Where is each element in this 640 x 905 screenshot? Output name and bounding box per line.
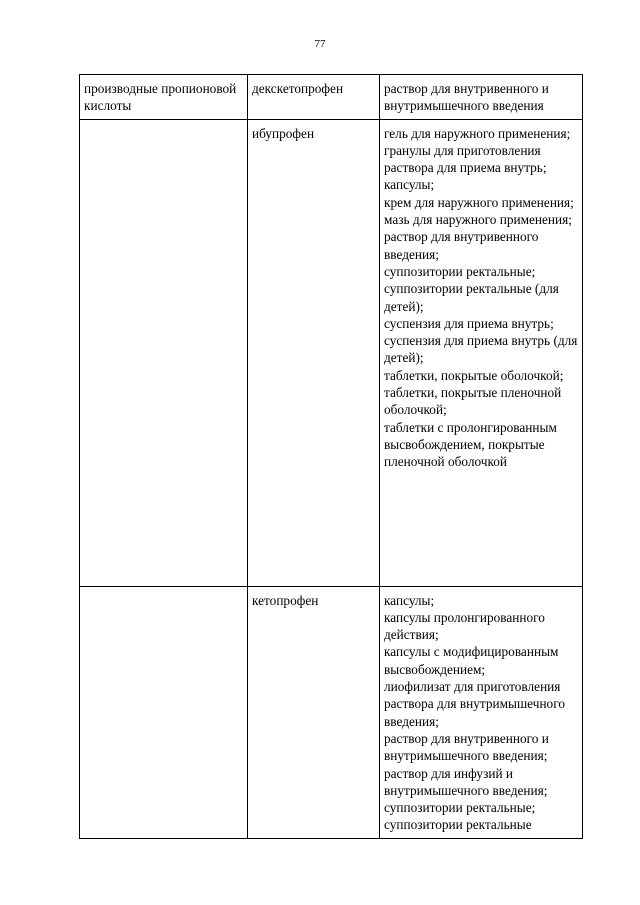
- dosage-form: таблетки, покрытые пленочной оболочкой;: [384, 385, 562, 418]
- drug-name-cell: кетопрофен: [248, 586, 380, 838]
- drug-name-cell: декскетопрофен: [248, 75, 380, 120]
- dosage-form: капсулы с модифицированным высвобождением;: [384, 644, 559, 677]
- dosage-forms-cell: [380, 119, 583, 586]
- dosage-form: капсулы;: [384, 177, 435, 193]
- group-cell: производные пропионовой кислоты: [80, 75, 248, 120]
- dosage-form: крем для наружного применения;: [384, 194, 574, 210]
- dosage-form: гель для наружного применения;: [384, 125, 571, 141]
- dosage-form: мазь для наружного применения;: [384, 212, 572, 228]
- dosage-form: суспензия для приема внутрь (для детей);: [384, 333, 578, 366]
- dosage-form: раствор для внутривенного и внутримышечного введения: [384, 81, 549, 114]
- dosage-form: капсулы пролонгированного действия;: [384, 609, 545, 643]
- drug-name-cell: ибупрофен: [248, 119, 380, 586]
- dosage-form: суппозитории ректальные: [384, 817, 532, 833]
- dosage-form: раствор для внутривенного и внутримышечного введения;: [384, 730, 549, 764]
- group-cell: [80, 119, 248, 586]
- dosage-form: лиофилизат для приготовления раствора для внутримышечного введения;: [384, 679, 565, 729]
- drug-table: [79, 74, 583, 839]
- dosage-form: раствор для инфузий и внутримышечного введения;: [384, 765, 548, 798]
- dosage-form: суппозитории ректальные;: [384, 263, 536, 279]
- dosage-forms-cell: [380, 75, 583, 120]
- dosage-form: раствор для внутривенного введения;: [384, 229, 539, 262]
- page-number: 77: [314, 38, 326, 50]
- dosage-form: гранулы для приготовления раствора для приема внутрь;: [384, 142, 547, 176]
- table-row: [80, 119, 583, 586]
- group-cell: [80, 586, 248, 838]
- dosage-form: суппозитории ректальные;: [384, 800, 536, 816]
- dosage-form: таблетки, покрытые оболочкой;: [384, 367, 564, 383]
- table-row: [80, 586, 583, 838]
- dosage-forms-cell: [380, 586, 583, 838]
- dosage-form: суспензия для приема внутрь;: [384, 315, 554, 331]
- table-row: [80, 75, 583, 120]
- dosage-form: капсулы;: [384, 592, 435, 608]
- dosage-form: суппозитории ректальные (для детей);: [384, 281, 559, 314]
- dosage-form: таблетки с пролонгированным высвобождением, покрытые пленочной оболочкой: [384, 419, 557, 470]
